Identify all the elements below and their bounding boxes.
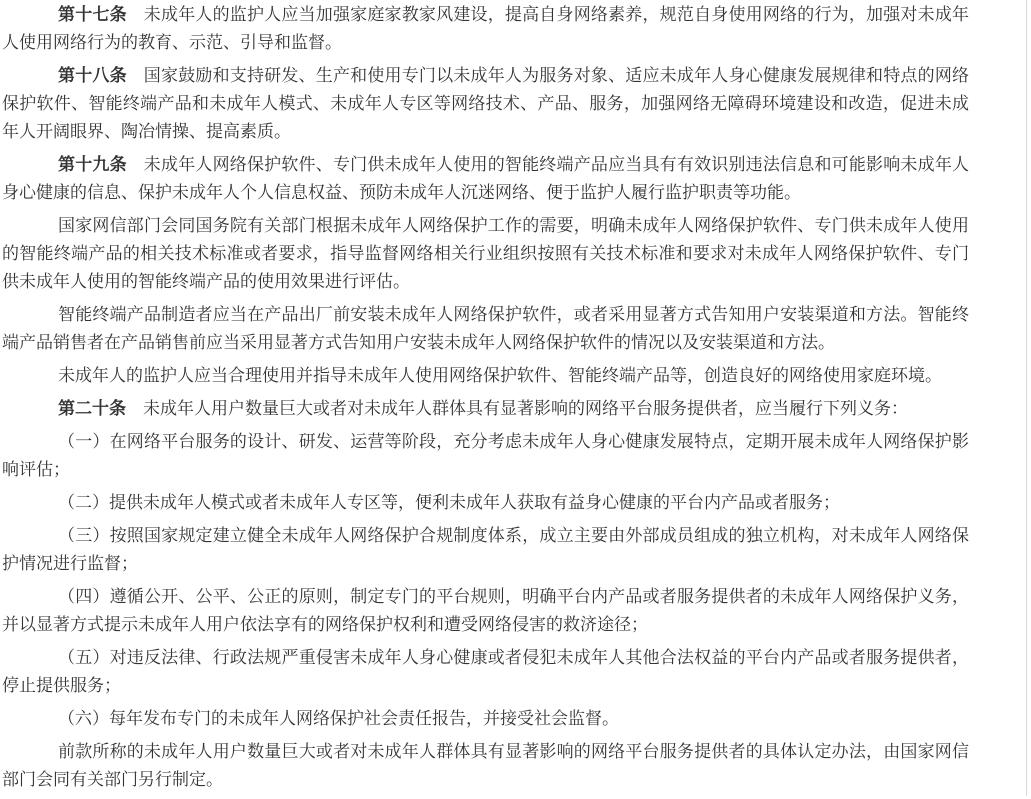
paragraph-text: （一）在网络平台服务的设计、研发、运营等阶段，充分考虑未成年人身心健康发展特点，定期开展未成年人网络保护影响评估；	[2, 432, 969, 479]
paragraph	[2, 583, 969, 639]
paragraph	[2, 151, 969, 207]
article-body	[2, 1, 969, 799]
paragraph	[2, 212, 969, 296]
article-number: 第二十条	[58, 399, 126, 418]
paragraph-text: 未成年人网络保护软件、专门供未成年人使用的智能终端产品应当具有有效识别违法信息和可能影响未成年人身心健康的信息、保护未成年人个人信息权益、预防未成年人沉迷网络、便于监护人履行监护职责等功能。	[2, 155, 970, 202]
paragraph-text: （二）提供未成年人模式或者未成年人专区等，便利未成年人获取有益身心健康的平台内产品或者服务；	[58, 493, 840, 512]
content-right-divider	[1026, 0, 1027, 796]
article-number: 第十九条	[58, 155, 127, 174]
article-number: 第十八条	[58, 66, 127, 85]
paragraph-text: 未成年人的监护人应当加强家庭家教家风建设，提高自身网络素养，规范自身使用网络的行为，加强对未成年人使用网络行为的教育、示范、引导和监督。	[2, 5, 970, 52]
paragraph-text: （四）遵循公开、公平、公正的原则，制定专门的平台规则，明确平台内产品或者服务提供者的未成年人网络保护义务，并以显著方式提示未成年人用户依法享有的网络保护权利和遭受网络侵害的救济途径；	[2, 587, 969, 634]
paragraph	[2, 705, 969, 733]
paragraph-text: （五）对违反法律、行政法规严重侵害未成年人身心健康或者侵犯未成年人其他合法权益的平台内产品或者服务提供者，停止提供服务；	[2, 648, 969, 695]
paragraph	[2, 428, 969, 484]
paragraph	[2, 738, 969, 794]
paragraph-text: 未成年人用户数量巨大或者对未成年人群体具有显著影响的网络平台服务提供者，应当履行下列义务：	[143, 399, 908, 418]
paragraph-text: 国家鼓励和支持研发、生产和使用专门以未成年人为服务对象、适应未成年人身心健康发展规律和特点的网络保护软件、智能终端产品和未成年人模式、未成年人专区等网络技术、产品、服务，加强网络无障碍环境建设和改造，促进未成年人开阔眼界、陶冶情操、提高素质。	[2, 66, 970, 141]
paragraph	[2, 62, 969, 146]
paragraph	[2, 522, 969, 578]
paragraph-text: 前款所称的未成年人用户数量巨大或者对未成年人群体具有显著影响的网络平台服务提供者的具体认定办法，由国家网信部门会同有关部门另行制定。	[2, 742, 969, 789]
paragraph-text: 未成年人的监护人应当合理使用并指导未成年人使用网络保护软件、智能终端产品等，创造良好的网络使用家庭环境。	[58, 366, 942, 385]
article-number: 第十七条	[58, 5, 127, 24]
paragraph-text: 智能终端产品制造者应当在产品出厂前安装未成年人网络保护软件，或者采用显著方式告知用户安装渠道和方法。智能终端产品销售者在产品销售前应当采用显著方式告知用户安装未成年人网络保护软件的情况以及安装渠道和方法。	[2, 305, 969, 352]
paragraph	[2, 395, 969, 423]
paragraph	[2, 644, 969, 700]
paragraph	[2, 301, 969, 357]
paragraph	[2, 489, 969, 517]
paragraph-text: （六）每年发布专门的未成年人网络保护社会责任报告，并接受社会监督。	[58, 709, 619, 728]
paragraph-text: （三）按照国家规定建立健全未成年人网络保护合规制度体系，成立主要由外部成员组成的独立机构，对未成年人网络保护情况进行监督；	[2, 526, 969, 573]
paragraph	[2, 1, 969, 57]
paragraph-text: 国家网信部门会同国务院有关部门根据未成年人网络保护工作的需要，明确未成年人网络保护软件、专门供未成年人使用的智能终端产品的相关技术标准或者要求，指导监督网络相关行业组织按照有关技术标准和要求对未成年人网络保护软件、专门供未成年人使用的智能终端产品的使用效果进行评估。	[2, 216, 969, 291]
paragraph	[2, 362, 969, 390]
